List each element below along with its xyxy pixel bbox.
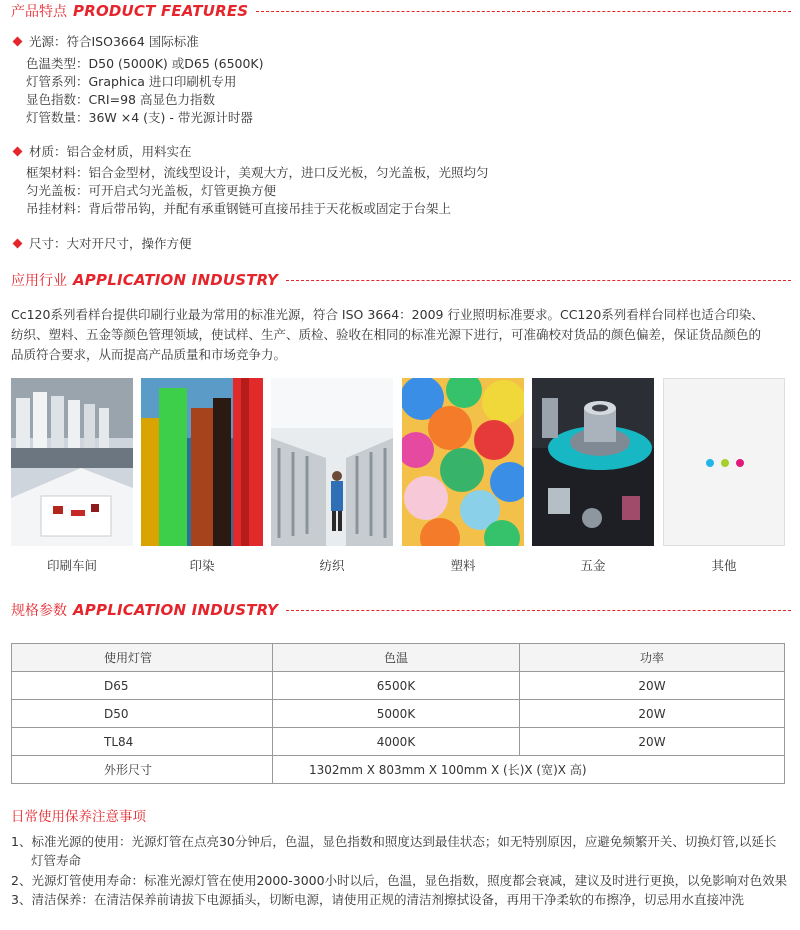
maintenance-item: 1、标准光源的使用：光源灯管在点亮30分钟后，色温，显色指数和照度达到最佳状态；如无特别原因，应避免频繁开关、切换灯管,以延长 [11,834,777,849]
other-dots-icon [663,378,785,546]
maintenance-title: 日常使用保养注意事项 [11,809,146,825]
diamond-bullet-icon [13,37,23,47]
feature-line: 灯管系列：Graphica 进口印刷机专用 [26,74,237,89]
features-title-cn: 产品特点 [11,4,67,20]
feature-line: 框架材料：铝合金型材，流线型设计，美观大方，进口反光板，匀光盖板，光照均匀 [26,165,489,180]
spec-table [11,643,785,784]
table-row [12,728,785,756]
feature-bullet-size: 尺寸：大对开尺寸，操作方便 [14,235,192,253]
maintenance-item: 2、光源灯管使用寿命：标准光源灯管在使用2000-3000小时以后，色温，显色指数，照度都会衰减，建议及时进行更换，以免影响对色效果 [11,873,788,888]
spec-title-cn: 规格参数 [11,603,67,619]
feature-bullet-light: 光源：符合ISO3664 国际标准 [14,33,199,51]
application-title-cn: 应用行业 [11,273,67,289]
spec-title-en: APPLICATION INDUSTRY [73,601,279,619]
feature-line: 灯管数量：36W ×4 (支) - 带光源计时器 [26,110,253,125]
industry-label: 印刷车间 [46,558,97,573]
table-cell: D65 [12,672,273,700]
textile-photo [271,378,393,546]
maintenance-item: 灯管寿命 [31,853,82,868]
table-header-row [12,644,785,672]
spec-divider [286,610,791,611]
table-row [12,672,785,700]
table-cell: 20W [520,728,785,756]
features-divider [256,11,791,12]
green-dot-icon [721,459,729,467]
table-cell: 6500K [273,672,520,700]
features-header [11,1,791,21]
table-cell: 20W [520,700,785,728]
spec-header [11,600,791,620]
industry-label: 五金 [580,558,606,573]
diamond-bullet-icon [13,239,23,249]
size-value-cell: 1302mm X 803mm X 100mm X (长)X (宽)X 高) [273,756,785,784]
industry-label: 印染 [189,558,215,573]
table-cell: D50 [12,700,273,728]
application-header [11,270,791,290]
industry-label: 纺织 [319,558,345,573]
table-cell: 4000K [273,728,520,756]
header-cell: 色温 [273,644,520,672]
application-description: Cc120系列看样台提供印刷行业最为常用的标准光源，符合 ISO 3664：2009 行业照明标准要求。CC120系列看样台同样也适合印染、 纺织、塑料、五金等颜色管理领域，使试样、生产、质检、验收在相同的标准光源下进行，可准确校对货品的颜色偏差，保证货品颜色的 品质符合要求，从而提高产品质量和市场竞争力。 [11,307,764,362]
table-cell: 外形尺寸 [12,756,273,784]
features-title-en: PRODUCT FEATURES [73,2,249,20]
industry-label: 塑料 [450,558,476,573]
header-cell: 使用灯管 [12,644,273,672]
table-cell: TL84 [12,728,273,756]
printing-workshop-photo [11,378,133,546]
hardware-photo [532,378,654,546]
feature-line: 显色指数：CRI=98 高显色力指数 [26,92,215,107]
plastic-photo [402,378,524,546]
cyan-dot-icon [706,459,714,467]
feature-line: 色温类型：D50 (5000K) 或D65 (6500K) [26,56,264,71]
feature-line: 匀光盖板：可开启式匀光盖板，灯管更换方便 [26,183,277,198]
header-cell: 功率 [520,644,785,672]
table-row [12,756,785,784]
diamond-bullet-icon [13,147,23,157]
application-title-en: APPLICATION INDUSTRY [73,271,279,289]
feature-line: 吊挂材料：背后带吊钩，并配有承重钢链可直接吊挂于天花板或固定于台架上 [26,201,452,216]
table-cell: 5000K [273,700,520,728]
application-divider [286,280,791,281]
table-cell: 20W [520,672,785,700]
magenta-dot-icon [736,459,744,467]
feature-bullet-material: 材质：铝合金材质，用料实在 [14,143,192,161]
maintenance-item: 3、清洁保养：在清洁保养前请拔下电源插头，切断电源，请使用正规的清洁剂擦拭设备，再用干净柔软的布擦净，切忌用水直接冲洗 [11,892,744,907]
industry-label: 其他 [711,558,737,573]
dyeing-photo [141,378,263,546]
table-row [12,700,785,728]
